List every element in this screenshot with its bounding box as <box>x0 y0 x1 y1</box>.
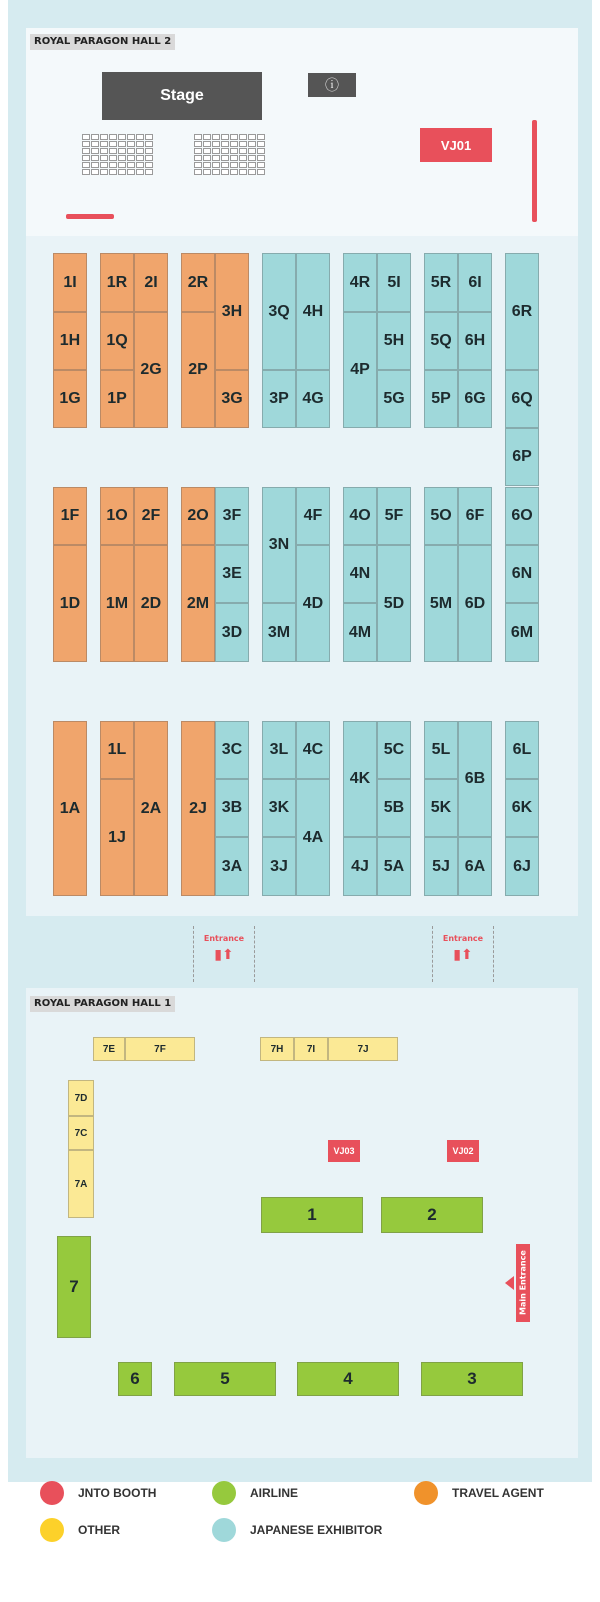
booth-2O[interactable]: 2O <box>181 487 215 545</box>
booth-7A[interactable]: 7A <box>68 1150 94 1218</box>
booth-3C[interactable]: 3C <box>215 721 249 779</box>
booth-1M[interactable]: 1M <box>100 545 134 662</box>
booth-4R[interactable]: 4R <box>343 253 377 312</box>
booth-4H[interactable]: 4H <box>296 253 330 370</box>
info-icon[interactable]: ⓘ <box>308 73 356 97</box>
booth-5J[interactable]: 5J <box>424 837 458 896</box>
booth-3J[interactable]: 3J <box>262 837 296 896</box>
legend-airline <box>212 1481 298 1505</box>
booth-6G[interactable]: 6G <box>458 370 492 428</box>
booth-7C[interactable]: 7C <box>68 1116 94 1150</box>
booth-1I[interactable]: 1I <box>53 253 87 312</box>
booth-7F[interactable]: 7F <box>125 1037 195 1061</box>
booth-1A[interactable]: 1A <box>53 721 87 896</box>
other-color-dot <box>40 1518 64 1542</box>
booth-6P[interactable]: 6P <box>505 428 539 486</box>
airline-color-dot <box>212 1481 236 1505</box>
booth-6M[interactable]: 6M <box>505 603 539 662</box>
entrance-label: Entrance <box>442 934 484 943</box>
legend-travel-agent <box>414 1481 544 1505</box>
airline-booth-7[interactable]: 7 <box>57 1236 91 1338</box>
booth-5B[interactable]: 5B <box>377 779 411 837</box>
booth-2M[interactable]: 2M <box>181 545 215 662</box>
booth-6F[interactable]: 6F <box>458 487 492 545</box>
booth-2A[interactable]: 2A <box>134 721 168 896</box>
airline-booth-5[interactable]: 5 <box>174 1362 276 1396</box>
main-entrance-arrow-icon <box>505 1276 514 1290</box>
booth-5Q[interactable]: 5Q <box>424 312 458 370</box>
main-entrance[interactable]: Main Entrance <box>516 1244 530 1322</box>
booth-3Q[interactable]: 3Q <box>262 253 296 370</box>
entrance-label: Entrance <box>203 934 245 943</box>
booth-7I[interactable]: 7I <box>294 1037 328 1061</box>
booth-4D[interactable]: 4D <box>296 545 330 662</box>
booth-3E[interactable]: 3E <box>215 545 249 603</box>
hall2-label: ROYAL PARAGON HALL 2 <box>30 34 175 50</box>
booth-3B[interactable]: 3B <box>215 779 249 837</box>
booth-4F[interactable]: 4F <box>296 487 330 545</box>
booth-1J[interactable]: 1J <box>100 779 134 896</box>
booth-5M[interactable]: 5M <box>424 545 458 662</box>
airline-booth-4[interactable]: 4 <box>297 1362 399 1396</box>
booth-3D[interactable]: 3D <box>215 603 249 662</box>
booth-vj03[interactable]: VJ03 <box>328 1140 360 1162</box>
airline-booth-2[interactable]: 2 <box>381 1197 483 1233</box>
booth-6R[interactable]: 6R <box>505 253 539 370</box>
booth-6O[interactable]: 6O <box>505 487 539 545</box>
legend-japanese-exhibitor-label: JAPANESE EXHIBITOR <box>250 1523 383 1537</box>
booth-1O[interactable]: 1O <box>100 487 134 545</box>
booth-3H[interactable]: 3H <box>215 253 249 370</box>
booth-vj01[interactable]: VJ01 <box>420 128 492 162</box>
booth-1P[interactable]: 1P <box>100 370 134 428</box>
booth-7H[interactable]: 7H <box>260 1037 294 1061</box>
booth-1D[interactable]: 1D <box>53 545 87 662</box>
booth-6H[interactable]: 6H <box>458 312 492 370</box>
booth-6N[interactable]: 6N <box>505 545 539 603</box>
booth-4O[interactable]: 4O <box>343 487 377 545</box>
booth-4G[interactable]: 4G <box>296 370 330 428</box>
red-wall-marker <box>532 120 537 222</box>
seating-block-left <box>82 134 153 175</box>
airline-booth-3[interactable]: 3 <box>421 1362 523 1396</box>
booth-5G[interactable]: 5G <box>377 370 411 428</box>
entrance-right[interactable] <box>432 926 494 982</box>
booth-2R[interactable]: 2R <box>181 253 215 312</box>
booth-5O[interactable]: 5O <box>424 487 458 545</box>
legend-other-label: OTHER <box>78 1523 120 1537</box>
red-floor-marker <box>66 214 114 219</box>
legend-jnto-label: JNTO BOOTH <box>78 1486 157 1500</box>
booth-7D[interactable]: 7D <box>68 1080 94 1116</box>
booth-4K[interactable]: 4K <box>343 721 377 837</box>
legend-airline-label: AIRLINE <box>250 1486 298 1500</box>
booth-2F[interactable]: 2F <box>134 487 168 545</box>
booth-4N[interactable]: 4N <box>343 545 377 603</box>
booth-4M[interactable]: 4M <box>343 603 377 662</box>
booth-1Q[interactable]: 1Q <box>100 312 134 370</box>
booth-6D[interactable]: 6D <box>458 545 492 662</box>
exit-door-icon: ▮⬆ <box>214 947 234 963</box>
exit-door-icon: ▮⬆ <box>453 947 473 963</box>
booth-5I[interactable]: 5I <box>377 253 411 312</box>
booth-7E[interactable]: 7E <box>93 1037 125 1061</box>
booth-5A[interactable]: 5A <box>377 837 411 896</box>
entrance-left[interactable] <box>193 926 255 982</box>
booth-1R[interactable]: 1R <box>100 253 134 312</box>
booth-3N[interactable]: 3N <box>262 487 296 603</box>
booth-5K[interactable]: 5K <box>424 779 458 837</box>
stage: Stage <box>102 72 262 120</box>
booth-2D[interactable]: 2D <box>134 545 168 662</box>
booth-5L[interactable]: 5L <box>424 721 458 779</box>
booth-4C[interactable]: 4C <box>296 721 330 779</box>
booth-6B[interactable]: 6B <box>458 721 492 837</box>
booth-3P[interactable]: 3P <box>262 370 296 428</box>
booth-1H[interactable]: 1H <box>53 312 87 370</box>
booth-5C[interactable]: 5C <box>377 721 411 779</box>
booth-vj02[interactable]: VJ02 <box>447 1140 479 1162</box>
legend-japanese-exhibitor <box>212 1518 382 1542</box>
booth-7J[interactable]: 7J <box>328 1037 398 1061</box>
booth-5P[interactable]: 5P <box>424 370 458 428</box>
booth-5H[interactable]: 5H <box>377 312 411 370</box>
booth-6I[interactable]: 6I <box>458 253 492 312</box>
booth-3M[interactable]: 3M <box>262 603 296 662</box>
booth-2J[interactable]: 2J <box>181 721 215 896</box>
hall2-stage-area <box>26 28 578 238</box>
legend-travel-agent-label: TRAVEL AGENT <box>452 1486 544 1500</box>
booth-2G[interactable]: 2G <box>134 312 168 428</box>
booth-6J[interactable]: 6J <box>505 837 539 896</box>
seating-block-right <box>194 134 265 175</box>
booth-4A[interactable]: 4A <box>296 779 330 896</box>
booth-2I[interactable]: 2I <box>134 253 168 312</box>
booth-4P[interactable]: 4P <box>343 312 377 428</box>
booth-3F[interactable]: 3F <box>215 487 249 545</box>
booth-3K[interactable]: 3K <box>262 779 296 837</box>
booth-3L[interactable]: 3L <box>262 721 296 779</box>
jnto-color-dot <box>40 1481 64 1505</box>
travel-agent-color-dot <box>414 1481 438 1505</box>
booth-1L[interactable]: 1L <box>100 721 134 779</box>
airline-booth-6[interactable]: 6 <box>118 1362 152 1396</box>
booth-1G[interactable]: 1G <box>53 370 87 428</box>
booth-6Q[interactable]: 6Q <box>505 370 539 428</box>
booth-5F[interactable]: 5F <box>377 487 411 545</box>
booth-5R[interactable]: 5R <box>424 253 458 312</box>
booth-3A[interactable]: 3A <box>215 837 249 896</box>
japanese-exhibitor-color-dot <box>212 1518 236 1542</box>
legend-other <box>40 1518 120 1542</box>
booth-2P[interactable]: 2P <box>181 312 215 428</box>
booth-6L[interactable]: 6L <box>505 721 539 779</box>
hall1-label: ROYAL PARAGON HALL 1 <box>30 996 175 1012</box>
booth-1F[interactable]: 1F <box>53 487 87 545</box>
airline-booth-1[interactable]: 1 <box>261 1197 363 1233</box>
booth-4J[interactable]: 4J <box>343 837 377 896</box>
booth-6A[interactable]: 6A <box>458 837 492 896</box>
booth-3G[interactable]: 3G <box>215 370 249 428</box>
booth-6K[interactable]: 6K <box>505 779 539 837</box>
legend-jnto <box>40 1481 156 1505</box>
booth-5D[interactable]: 5D <box>377 545 411 662</box>
